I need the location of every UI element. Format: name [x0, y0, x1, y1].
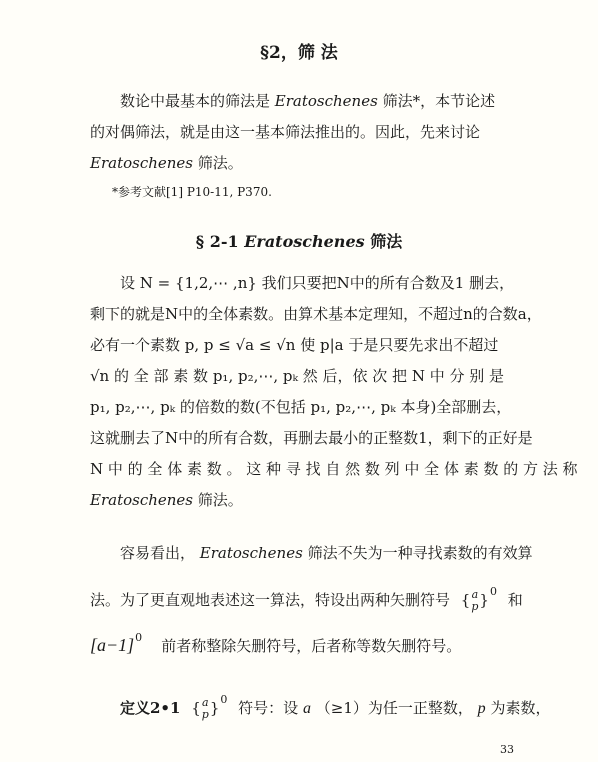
page-number: 33: [500, 743, 514, 756]
definition-tail: 为素数，: [490, 699, 551, 717]
subsection-number: § 2-1: [195, 232, 239, 251]
para2-line-8: [90, 485, 510, 516]
subsection-title: [0, 229, 598, 252]
para3-line-3-tail: 前者称整除矢删符号，后者称等数矢删符号。: [161, 637, 462, 655]
intro-line-3-tail: 筛法。: [197, 154, 243, 172]
definition-symbol-fraction: [202, 697, 209, 721]
definition-symbol: { a p }$^0$: [191, 693, 228, 721]
definition-text: 符号：设: [238, 699, 299, 717]
para2-line-1: 设 N = {1,2,⋯ ,n} 我们只要把N中的所有合数及1 删去，: [120, 274, 515, 292]
sieve-paragraph: [90, 268, 578, 516]
para2-line-5: p₁, p₂,⋯, pₖ 的倍数的数(不包括 p₁, p₂,⋯, pₖ 本身)全部删去，: [90, 398, 512, 416]
symbol-fraction: [471, 589, 478, 613]
para2-line-6: 这就删去了N中的所有合数，再删去最小的正整数1，剩下的正好是: [90, 429, 533, 447]
eratoschenes-name: Eratoschenes: [274, 92, 378, 110]
eratoschenes-name: Eratoschenes: [199, 544, 303, 562]
definition-line: [90, 680, 551, 721]
para3-line-3: [90, 615, 510, 661]
para3-line-2-text: 法。为了更直观地表述这一算法，特设出两种矢删符号: [90, 591, 451, 609]
footnote: *参考文献[1] P10-11, P370.: [112, 185, 272, 199]
para2-line-4: √n 的 全 部 素 数 p₁, p₂,⋯, pₖ 然 后，依 次 把 N 中 分 别 是: [90, 367, 505, 385]
para2-line-2: 剩下的就是N中的全体素数。由算术基本定理知，不超过n的合数a，: [90, 305, 542, 323]
para2-line-8-tail: 筛法。: [197, 491, 243, 509]
definition-var-a: a: [302, 700, 311, 717]
definition-var-p: p: [477, 700, 486, 717]
eratoschenes-name: Eratoschenes: [90, 154, 193, 172]
definition-symbol-numerator: a: [202, 696, 209, 709]
para3-line-1: [90, 538, 533, 569]
definition-2-1: [90, 680, 551, 721]
para3-line-2: [90, 569, 523, 615]
definition-label: 定义2•1: [120, 699, 181, 717]
equal-symbol-superscript: 0: [135, 631, 143, 644]
symbols-paragraph: [90, 538, 533, 661]
definition-symbol-superscript: 0: [220, 693, 228, 706]
para3-line-1-head: 容易看出，: [120, 544, 196, 562]
definition-condition: （≥1）为任一正整数，: [315, 699, 473, 717]
divisibility-sieve-symbol: { a p }$^0$: [460, 585, 497, 613]
intro-paragraph: [90, 86, 510, 179]
eratoschenes-name: Eratoschenes: [90, 491, 193, 509]
symbol-denominator: p: [471, 600, 479, 613]
equal-sieve-symbol: [a−1]: [90, 635, 135, 655]
intro-line-1-text: 数论中最基本的筛法是: [120, 92, 271, 110]
para2-line-7: N 中 的 全 体 素 数 。 这 种 寻 找 自 然 数 列 中 全 体 素 数 的 方 法 称: [90, 460, 578, 478]
subsection-name: Eratoschenes: [244, 232, 365, 251]
para3-line-2-tail: 和: [507, 591, 523, 609]
para3-line-1-tail: 筛法不失为一种寻找素数的有效算: [307, 544, 533, 562]
intro-line-1-tail: 筛法*，本节论述: [382, 92, 496, 110]
symbol-numerator: a: [471, 588, 479, 601]
para2-line-3: 必有一个素数 p, p ≤ √a ≤ √n 使 p|a 于是只要先求出不超过: [90, 336, 499, 354]
intro-line-2: 的对偶筛法，就是由这一基本筛法推出的。因此，先来讨论: [90, 123, 481, 141]
symbol-superscript: 0: [489, 585, 497, 598]
subsection-suffix: 筛法: [370, 232, 403, 251]
definition-symbol-denominator: p: [201, 708, 209, 721]
intro-line-3: [90, 148, 510, 179]
intro-line-1: [90, 86, 510, 117]
section-title: §2，筛 法: [260, 43, 338, 63]
